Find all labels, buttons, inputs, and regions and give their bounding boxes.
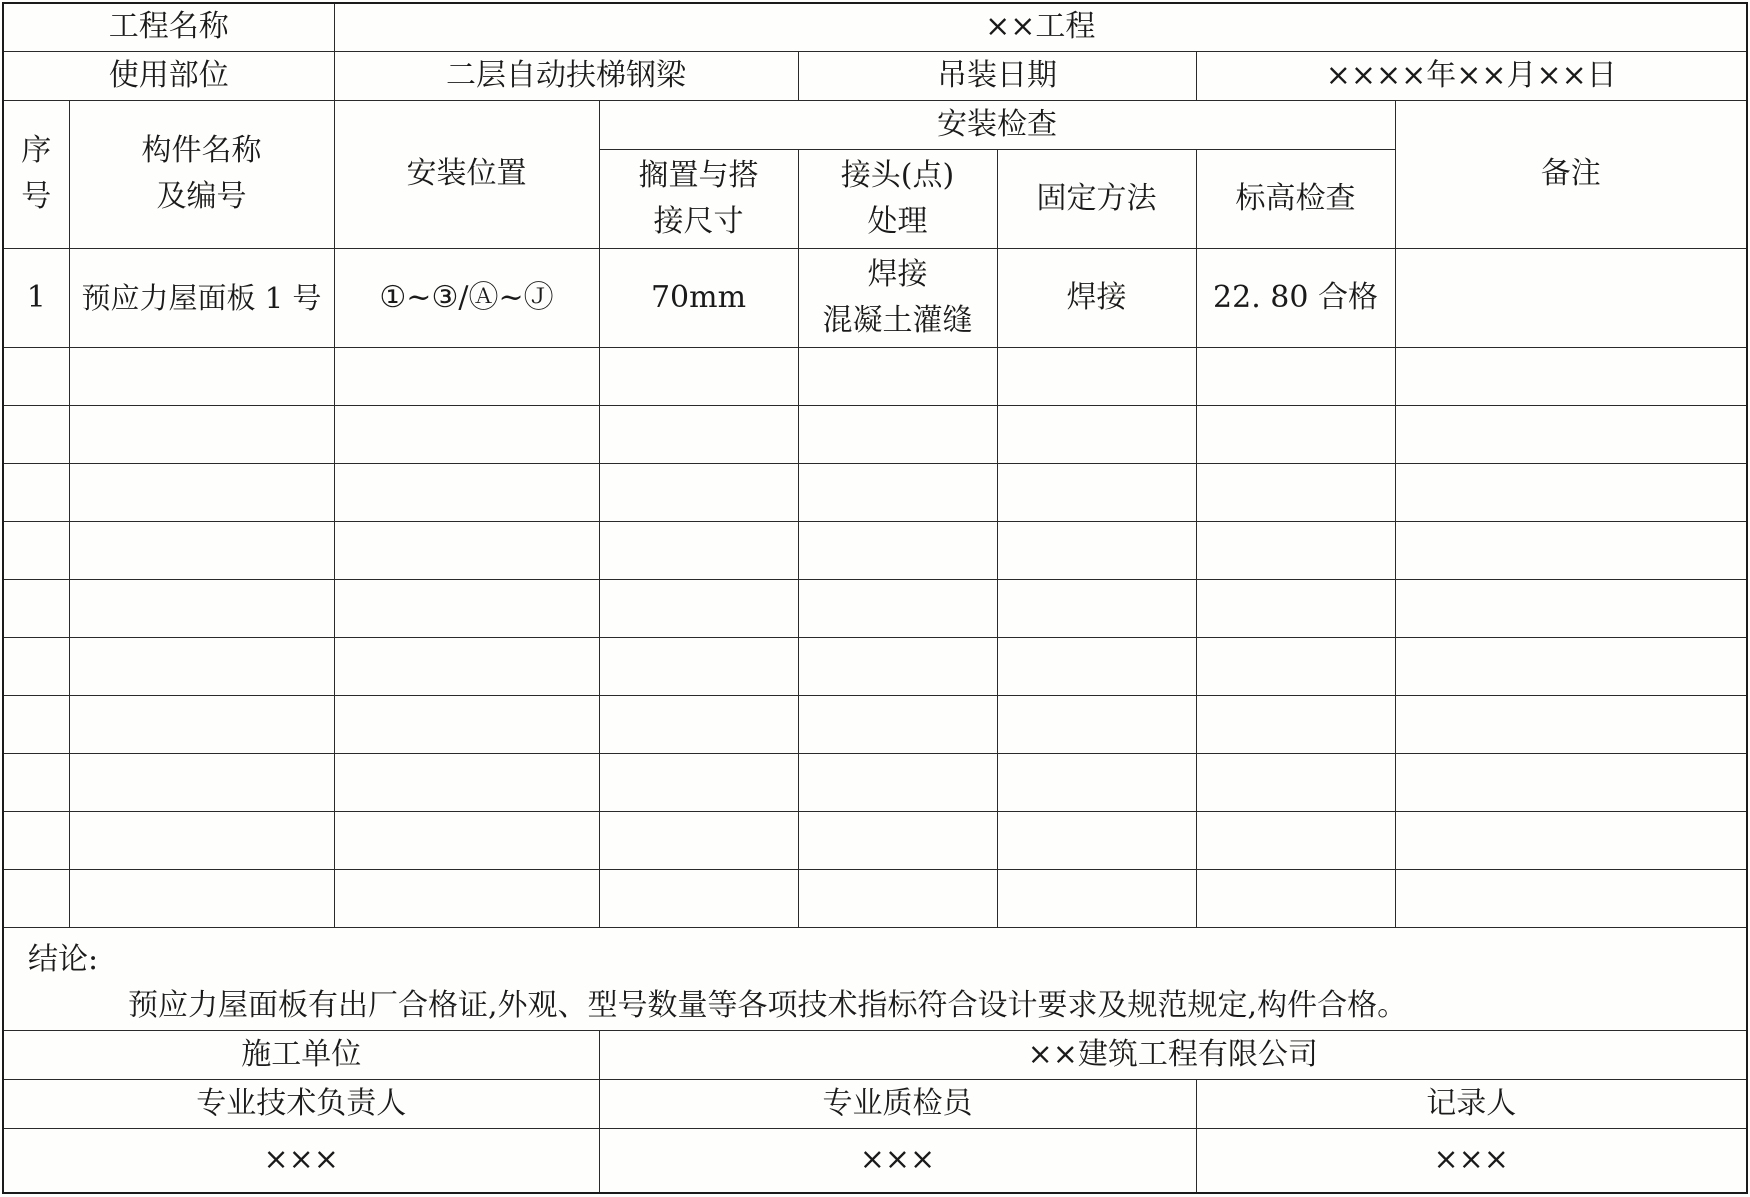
construction-unit-value: ××建筑工程有限公司 [599, 1030, 1747, 1079]
table-row [3, 248, 1747, 347]
row-position: ①~③/Ⓐ~Ⓙ [334, 248, 599, 347]
col-joint-header: 接头(点) 处理 [798, 149, 997, 248]
row-fixing: 焊接 [997, 248, 1196, 347]
row-remark [1395, 248, 1747, 347]
empty-row [3, 405, 1747, 463]
location-label: 使用部位 [3, 51, 334, 100]
row-component: 预应力屋面板 1 号 [69, 248, 334, 347]
empty-row [3, 347, 1747, 405]
row-joint: 焊接 混凝土灌缝 [798, 248, 997, 347]
project-row [3, 3, 1747, 51]
hoist-date-label: 吊装日期 [798, 51, 1196, 100]
empty-row [3, 811, 1747, 869]
row-seq: 1 [3, 248, 69, 347]
empty-row [3, 521, 1747, 579]
col-remark-header: 备注 [1395, 100, 1747, 248]
project-name-value: ××工程 [334, 3, 1747, 51]
construction-unit-label: 施工单位 [3, 1030, 599, 1079]
signature-label-row [3, 1079, 1747, 1128]
col-fixing-header: 固定方法 [997, 149, 1196, 248]
row-elevation: 22. 80 合格 [1196, 248, 1395, 347]
col-overlap-header: 搁置与搭 接尺寸 [599, 149, 798, 248]
recorder-label: 记录人 [1196, 1079, 1747, 1128]
conclusion-row [3, 927, 1747, 1030]
empty-row [3, 869, 1747, 927]
location-value: 二层自动扶梯钢梁 [334, 51, 798, 100]
col-elevation-header: 标高检查 [1196, 149, 1395, 248]
col-component-header: 构件名称 及编号 [69, 100, 334, 248]
conclusion-cell [3, 927, 1747, 1030]
conclusion-label: 结论: [28, 941, 99, 977]
conclusion-text: 预应力屋面板有出厂合格证,外观、型号数量等各项技术指标符合设计要求及规范规定,构件合格。 [128, 987, 1408, 1023]
empty-row [3, 695, 1747, 753]
hoist-date-value: ××××年××月××日 [1196, 51, 1747, 100]
signature-value-row [3, 1128, 1747, 1193]
inspector-signature: ××× [599, 1128, 1196, 1193]
recorder-signature: ××× [1196, 1128, 1747, 1193]
empty-row [3, 753, 1747, 811]
empty-row [3, 463, 1747, 521]
location-row [3, 51, 1747, 100]
col-inspection-group-header: 安装检查 [599, 100, 1395, 149]
construction-unit-row [3, 1030, 1747, 1079]
tech-lead-label: 专业技术负责人 [3, 1079, 599, 1128]
record-table [2, 2, 1748, 1194]
header-row-top [3, 100, 1747, 149]
col-position-header: 安装位置 [334, 100, 599, 248]
row-overlap: 70mm [599, 248, 798, 347]
empty-row [3, 637, 1747, 695]
col-seq-header: 序 号 [3, 100, 69, 248]
inspector-label: 专业质检员 [599, 1079, 1196, 1128]
tech-lead-signature: ××× [3, 1128, 599, 1193]
installation-record-form [2, 2, 1746, 1192]
project-name-label: 工程名称 [3, 3, 334, 51]
empty-row [3, 579, 1747, 637]
